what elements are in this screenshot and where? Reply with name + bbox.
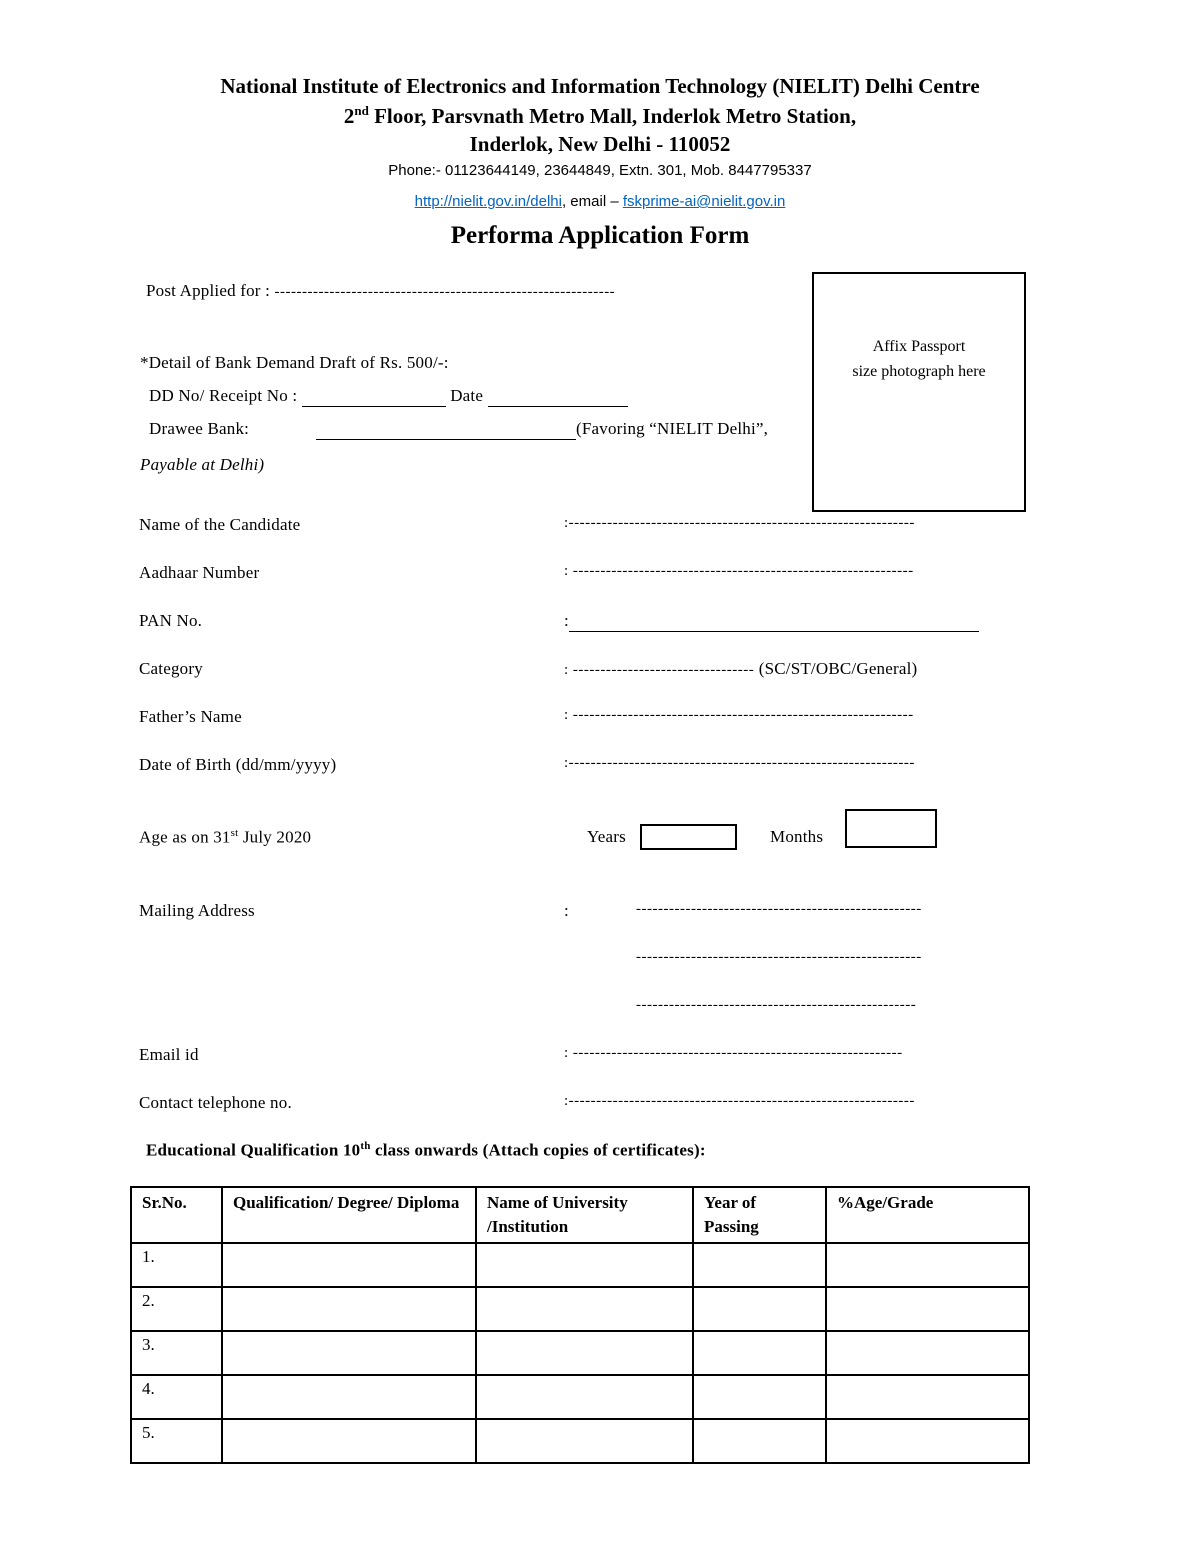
category-options: (SC/ST/OBC/General): [758, 659, 918, 678]
col-header-grade: %Age/Grade: [826, 1187, 1029, 1243]
pan-field[interactable]: [569, 611, 979, 632]
photo-box[interactable]: [812, 272, 1026, 512]
category-label: Category: [139, 659, 203, 678]
table-header-row: [131, 1187, 1029, 1243]
row-number: 1.: [131, 1243, 222, 1287]
address-label: Mailing Address: [139, 901, 255, 920]
address-colon: :: [564, 901, 569, 920]
institute-address-line1: 2nd Floor, Parsvnath Metro Mall, Inderlok Metro Station,: [343, 103, 857, 128]
phone-label: Contact telephone no.: [139, 1093, 292, 1112]
table-row: [131, 1331, 1029, 1375]
grade-cell[interactable]: [826, 1331, 1029, 1375]
year-cell[interactable]: [693, 1331, 826, 1375]
dd-date-field[interactable]: [488, 386, 628, 407]
dd-receipt-row: [149, 386, 628, 407]
year-cell[interactable]: [693, 1287, 826, 1331]
contact-web-email: http://nielit.gov.in/delhi, email – fskprime-ai@nielit.gov.in: [414, 193, 786, 210]
years-label: Years: [587, 827, 626, 846]
dd-receipt-label: DD No/ Receipt No :: [149, 386, 298, 405]
name-field[interactable]: :---------------------------------------------------------------: [564, 515, 915, 531]
address-line-1[interactable]: ----------------------------------------------------: [636, 901, 922, 917]
grade-cell[interactable]: [826, 1287, 1029, 1331]
drawee-bank-row: [316, 419, 768, 440]
education-table: [130, 1186, 1030, 1464]
email-label: Email id: [139, 1045, 199, 1064]
education-heading: Educational Qualification 10th class onwards (Attach copies of certificates):: [146, 1140, 706, 1160]
university-cell[interactable]: [476, 1243, 693, 1287]
row-number: 5.: [131, 1419, 222, 1463]
row-number: 3.: [131, 1331, 222, 1375]
year-cell[interactable]: [693, 1375, 826, 1419]
email-link[interactable]: fskprime-ai@nielit.gov.in: [622, 193, 786, 210]
pan-row: :: [564, 611, 979, 632]
aadhaar-label: Aadhaar Number: [139, 563, 260, 582]
name-label: Name of the Candidate: [139, 515, 301, 534]
university-cell[interactable]: [476, 1287, 693, 1331]
months-box[interactable]: [845, 809, 937, 848]
col-header-qualification: Qualification/ Degree/ Diploma: [222, 1187, 476, 1243]
institute-address-line2: Inderlok, New Delhi - 110052: [469, 132, 731, 156]
contact-phone: Phone:- 01123644149, 23644849, Extn. 301, Mob. 8447795337: [388, 162, 812, 179]
phone-field[interactable]: :---------------------------------------------------------------: [564, 1093, 915, 1109]
drawee-bank-field[interactable]: [316, 419, 576, 440]
university-cell[interactable]: [476, 1331, 693, 1375]
col-header-university: Name of University /Institution: [476, 1187, 693, 1243]
table-row: [131, 1287, 1029, 1331]
dd-receipt-field[interactable]: [302, 386, 446, 407]
address-line-3[interactable]: ---------------------------------------------------: [636, 997, 917, 1013]
qualification-cell[interactable]: [222, 1243, 476, 1287]
dob-field[interactable]: :---------------------------------------------------------------: [564, 755, 915, 771]
year-cell[interactable]: [693, 1243, 826, 1287]
father-name-field[interactable]: : --------------------------------------------------------------: [564, 707, 914, 723]
university-cell[interactable]: [476, 1419, 693, 1463]
months-label: Months: [770, 827, 824, 846]
col-header-srno: Sr.No.: [131, 1187, 222, 1243]
row-number: 4.: [131, 1375, 222, 1419]
dob-label: Date of Birth (dd/mm/yyyy): [139, 755, 337, 774]
dd-heading: *Detail of Bank Demand Draft of Rs. 500/-:: [140, 353, 449, 372]
row-number: 2.: [131, 1287, 222, 1331]
post-applied-blank[interactable]: --------------------------------------------------------------: [274, 284, 616, 300]
age-label: Age as on 31st July 2020: [139, 827, 312, 847]
table-row: [131, 1243, 1029, 1287]
payable-text: Payable at Delhi): [140, 455, 265, 474]
qualification-cell[interactable]: [222, 1331, 476, 1375]
years-box[interactable]: [640, 824, 737, 850]
father-name-label: Father’s Name: [139, 707, 242, 726]
form-title: Performa Application Form: [450, 222, 750, 249]
post-applied-row: [146, 281, 615, 301]
table-row: [131, 1419, 1029, 1463]
grade-cell[interactable]: [826, 1375, 1029, 1419]
photo-instructions: Affix Passport size photograph here: [852, 338, 986, 380]
institute-name: National Institute of Electronics and Information Technology (NIELIT) Delhi Centre: [220, 74, 980, 98]
year-cell[interactable]: [693, 1419, 826, 1463]
university-cell[interactable]: [476, 1375, 693, 1419]
qualification-cell[interactable]: [222, 1287, 476, 1331]
category-field[interactable]: : ---------------------------------: [564, 662, 755, 678]
qualification-cell[interactable]: [222, 1375, 476, 1419]
email-field[interactable]: : ------------------------------------------------------------: [564, 1045, 903, 1061]
address-line-2[interactable]: ----------------------------------------------------: [636, 949, 922, 965]
col-header-year: Year of Passing: [693, 1187, 826, 1243]
aadhaar-field[interactable]: : --------------------------------------------------------------: [564, 563, 914, 579]
post-applied-label: Post Applied for :: [146, 281, 271, 300]
favoring-text: (Favoring “NIELIT Delhi”,: [576, 419, 769, 438]
website-link[interactable]: http://nielit.gov.in/delhi: [414, 193, 562, 210]
drawee-bank-label: Drawee Bank:: [149, 419, 250, 438]
grade-cell[interactable]: [826, 1243, 1029, 1287]
grade-cell[interactable]: [826, 1419, 1029, 1463]
dd-date-label: Date: [450, 386, 484, 405]
category-row: [564, 659, 917, 679]
table-row: [131, 1375, 1029, 1419]
pan-label: PAN No.: [139, 611, 203, 630]
qualification-cell[interactable]: [222, 1419, 476, 1463]
